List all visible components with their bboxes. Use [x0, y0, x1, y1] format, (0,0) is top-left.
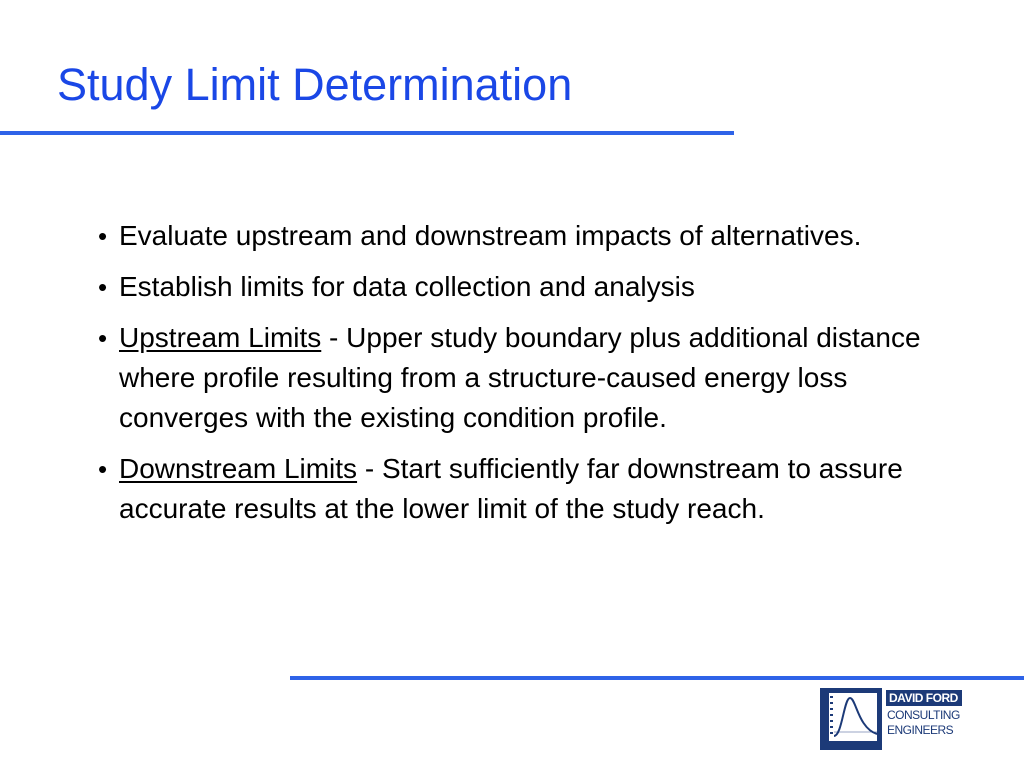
bullet-item — [78, 449, 958, 529]
bullet-text: Evaluate upstream and downstream impacts of alternatives. — [119, 220, 862, 251]
logo-line-name: DAVID FORD — [886, 690, 962, 706]
bullet-list — [78, 216, 958, 540]
logo-line-engineers: ENGINEERS — [887, 723, 954, 737]
bullet-item — [78, 216, 958, 256]
footer-divider — [290, 676, 1024, 680]
logo-wordmark — [886, 690, 962, 736]
title-divider — [0, 131, 734, 135]
bullet-icon: • — [98, 323, 108, 353]
logo-line-consulting: CONSULTING — [887, 708, 960, 722]
bullet-icon: • — [98, 454, 108, 484]
bullet-item — [78, 318, 958, 438]
bullet-term: Upstream Limits — [119, 322, 322, 353]
bullet-icon: • — [98, 272, 108, 302]
bullet-item — [78, 267, 958, 307]
bullet-text: - Upper study boundary plus additional distance where profile resulting from a structure-caused energy loss converges with the existing condition profile. — [119, 322, 921, 433]
company-logo — [820, 688, 960, 750]
bullet-text: - Start sufficiently far downstream to assure accurate results at the lower limit of the study reach. — [119, 453, 903, 524]
bullet-icon: • — [98, 221, 108, 251]
bullet-term: Downstream Limits — [119, 453, 358, 484]
hydrograph-logo-icon — [820, 688, 882, 750]
slide-title: Study Limit Determination — [57, 59, 573, 110]
bullet-text: Establish limits for data collection and analysis — [119, 271, 695, 302]
